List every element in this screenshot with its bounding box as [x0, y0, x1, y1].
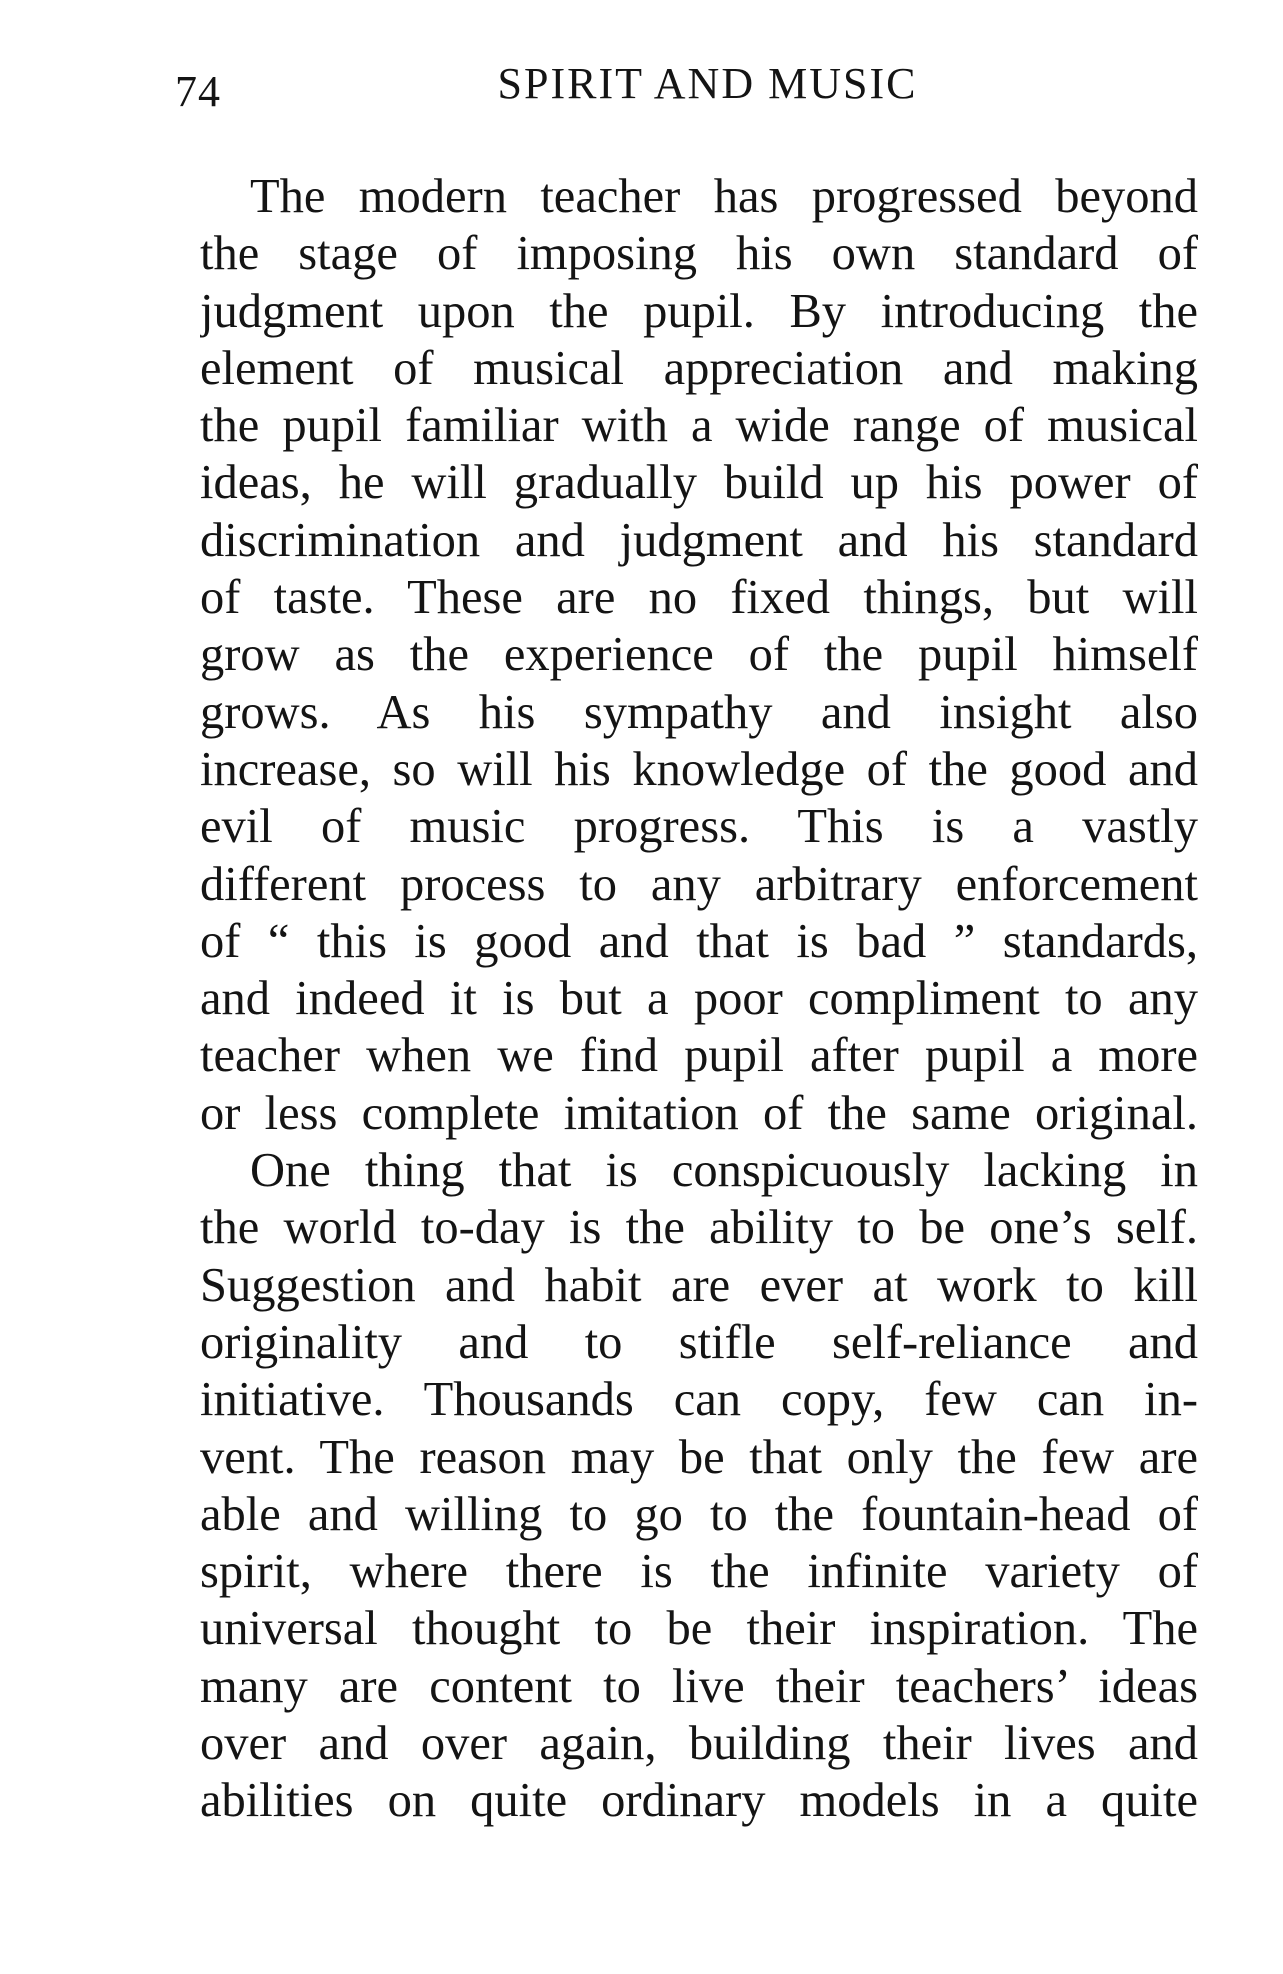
- paragraph-2-line: many are content to live their teachers’ ideas: [200, 1659, 1198, 1713]
- paragraph-2-line: able and willing to go to the fountain-head of: [200, 1487, 1198, 1541]
- paragraph-1-line: and indeed it is but a poor compliment to any: [200, 972, 1198, 1026]
- paragraph-1-line: discrimination and judgment and his standard: [200, 513, 1198, 567]
- paragraph-2-line: universal thought to be their inspiration. The: [200, 1602, 1198, 1656]
- page-number: 74: [175, 67, 221, 116]
- paragraph-2-line: over and over again, building their lives and: [200, 1717, 1198, 1771]
- paragraph-1-line: different process to any arbitrary enforcement: [200, 857, 1198, 911]
- paragraph-2-line: initiative. Thousands can copy, few can in-: [200, 1373, 1198, 1427]
- body-text: [200, 168, 1198, 1830]
- paragraph-1-line: of taste. These are no fixed things, but will: [200, 571, 1198, 625]
- running-title: SPIRIT AND MUSIC: [497, 59, 918, 108]
- running-head: [175, 58, 1200, 118]
- paragraph-1-line: teacher when we find pupil after pupil a more: [200, 1029, 1198, 1083]
- paragraph-2-line: Suggestion and habit are ever at work to kill: [200, 1258, 1198, 1312]
- paragraph-1-line: increase, so will his knowledge of the good and: [200, 742, 1198, 796]
- paragraph-1-line: grows. As his sympathy and insight also: [200, 685, 1198, 739]
- paragraph-2-line: originality and to stifle self-reliance and: [200, 1315, 1198, 1369]
- paragraph-2-line: One thing that is conspicuously lacking in: [250, 1144, 1198, 1198]
- paragraph-2-line: spirit, where there is the infinite variety of: [200, 1545, 1198, 1599]
- paragraph-1-line: the pupil familiar with a wide range of musical: [200, 399, 1198, 453]
- paragraph-1-line: The modern teacher has progressed beyond: [250, 170, 1198, 223]
- paragraph-1-line: element of musical appreciation and making: [200, 341, 1198, 395]
- paragraph-2-line: the world to-day is the ability to be one’s self.: [200, 1201, 1198, 1255]
- paragraph-1-line: ideas, he will gradually build up his power of: [200, 456, 1198, 510]
- paragraph-1-line: grow as the experience of the pupil himself: [200, 628, 1198, 682]
- paragraph-1-line: evil of music progress. This is a vastly: [200, 800, 1198, 854]
- paragraph-1-line: the stage of imposing his own standard of: [200, 227, 1198, 281]
- paragraph-2-line: abilities on quite ordinary models in a quite: [200, 1774, 1198, 1828]
- paragraph-1-line: or less complete imitation of the same original.: [200, 1086, 1198, 1140]
- paragraph-1-line: judgment upon the pupil. By introducing the: [200, 284, 1198, 338]
- paragraph-1-line: of “ this is good and that is bad ” standards,: [200, 914, 1198, 968]
- paragraph-2-line: vent. The reason may be that only the few are: [200, 1430, 1198, 1484]
